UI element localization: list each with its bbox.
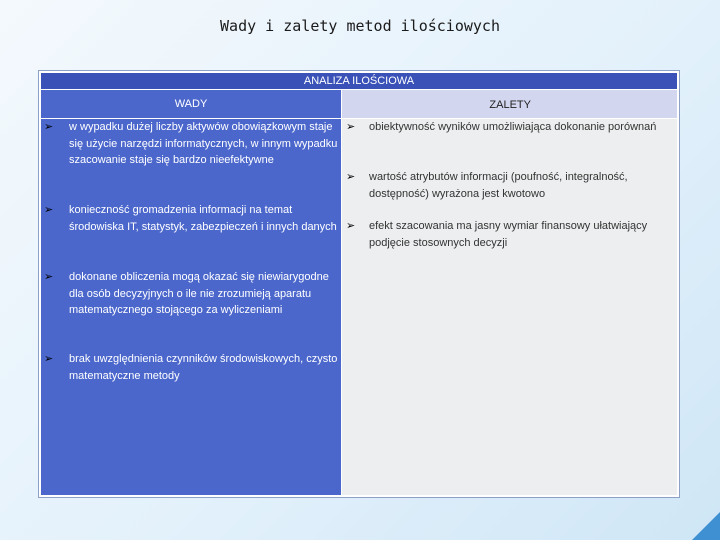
list-item [44,202,341,235]
arrow-bullet-icon: ➢ [44,271,54,283]
wady-text: konieczność gromadzenia informacji na temat środowiska IT, statystyk, zabezpieczeń i innych danych [69,204,337,233]
arrow-bullet-icon: ➢ [346,121,356,133]
list-item [346,169,669,202]
zalety-text: wartość atrybutów informacji (poufność, integralność, dostępność) wyrażona jest kwotowo [369,171,628,200]
column-header-zalety: ZALETY [342,90,677,118]
column-header-wady: WADY [41,90,341,118]
table-header: ANALIZA ILOŚCIOWA [41,73,677,89]
corner-decoration [692,512,720,540]
arrow-bullet-icon: ➢ [44,204,54,216]
wady-text: w wypadku dużej liczby aktywów obowiązkowym staje się użycie narzędzi informatycznych, w innym wypadku szacowanie staje się bardzo nieefektywne [69,121,338,166]
list-item [44,269,341,319]
arrow-bullet-icon: ➢ [44,353,54,365]
list-item [346,119,669,136]
arrow-bullet-icon: ➢ [44,121,54,133]
list-item [44,351,341,384]
wady-text: brak uwzględnienia czynników środowiskowych, czysto matematyczne metody [69,353,338,382]
list-item [346,218,669,251]
zalety-text: obiektywność wyników umożliwiająca dokonanie porównań [369,121,657,133]
analysis-table [38,70,680,498]
arrow-bullet-icon: ➢ [346,171,356,183]
wady-text: dokonane obliczenia mogą okazać się niewiarygodne dla osób decyzyjnych o ile nie zrozumieją aparatu matematycznego stojącego za wyliczeniami [69,271,329,316]
zalety-column [342,119,677,495]
page-title: Wady i zalety metod ilościowych [220,17,500,35]
arrow-bullet-icon: ➢ [346,220,356,232]
list-item [44,119,341,169]
wady-column [41,119,341,495]
zalety-text: efekt szacowania ma jasny wymiar finansowy ułatwiający podjęcie stosownych decyzji [369,220,648,249]
